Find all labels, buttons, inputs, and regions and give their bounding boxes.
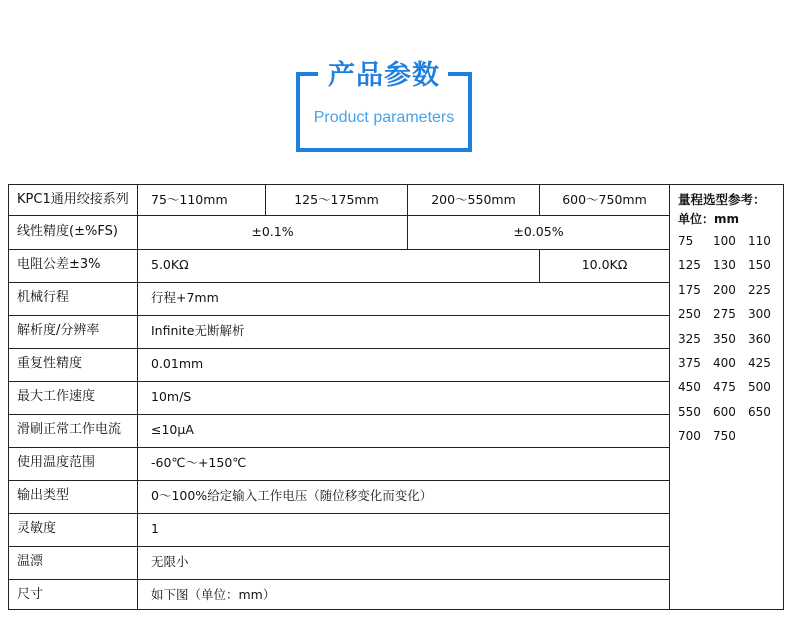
wiper-current-value: ≤10μA bbox=[151, 422, 194, 437]
resistance-value: 5.0KΩ bbox=[151, 257, 189, 272]
range-reference-list bbox=[678, 229, 784, 449]
row-label-temperature: 使用温度范围 bbox=[17, 455, 96, 470]
row-label-max-speed: 最大工作速度 bbox=[17, 389, 96, 404]
range-value: 75 bbox=[678, 234, 694, 248]
range-cell: 75～110mm bbox=[151, 192, 228, 207]
col-divider bbox=[137, 185, 138, 610]
range-value: 175 bbox=[678, 282, 701, 297]
row-label-resolution: 解析度/分辨率 bbox=[17, 323, 100, 338]
row-label-sensitivity: 灵敏度 bbox=[17, 521, 57, 536]
row-divider bbox=[9, 348, 669, 349]
range-value: 700 bbox=[678, 429, 701, 444]
row-divider bbox=[9, 546, 669, 547]
range-value: 600 bbox=[713, 404, 736, 419]
range-value: 100 bbox=[713, 234, 736, 248]
range-value: 150 bbox=[748, 258, 771, 273]
row-label-output: 输出类型 bbox=[17, 488, 70, 503]
row-label-resistance: 电阻公差±3% bbox=[17, 257, 101, 272]
row-divider bbox=[9, 513, 669, 514]
parameter-table bbox=[8, 184, 784, 610]
range-row bbox=[678, 351, 784, 375]
size-value: 如下图（单位：mm） bbox=[151, 587, 276, 602]
page-subtitle: Product parameters bbox=[313, 109, 455, 126]
range-reference-unit: 单位：mm bbox=[678, 212, 740, 226]
range-row bbox=[678, 327, 784, 351]
resistance-value: 10.0KΩ bbox=[581, 257, 628, 272]
range-value: 400 bbox=[713, 356, 736, 371]
row-label-series: KPC1通用绞接系列 bbox=[17, 192, 129, 207]
range-value: 200 bbox=[713, 282, 736, 297]
range-row bbox=[678, 229, 784, 253]
row-divider bbox=[9, 282, 669, 283]
range-value: 425 bbox=[748, 356, 771, 371]
range-value: 225 bbox=[748, 282, 771, 297]
range-row bbox=[678, 278, 784, 302]
linearity-value: ±0.1% bbox=[251, 224, 294, 239]
range-value: 360 bbox=[748, 331, 771, 346]
range-cell: 200～550mm bbox=[431, 192, 516, 207]
range-value: 275 bbox=[713, 307, 736, 322]
row-label-stroke: 机械行程 bbox=[17, 290, 70, 305]
range-cell: 600～750mm bbox=[562, 192, 647, 207]
range-row bbox=[678, 424, 784, 448]
row-label-drift: 温漂 bbox=[17, 554, 44, 569]
row-divider bbox=[9, 315, 669, 316]
range-value: 325 bbox=[678, 331, 701, 346]
range-reference bbox=[678, 191, 784, 449]
range-value: 450 bbox=[678, 380, 701, 395]
col-divider bbox=[669, 185, 670, 610]
row-label-repeatability: 重复性精度 bbox=[17, 356, 83, 371]
page-title: 产品参数 bbox=[328, 60, 440, 91]
row-divider bbox=[9, 215, 669, 216]
range-value: 500 bbox=[748, 380, 771, 395]
range-value: 250 bbox=[678, 307, 701, 322]
output-value: 0～100%给定输入工作电压（随位移变化而变化） bbox=[151, 488, 433, 503]
sensitivity-value: 1 bbox=[151, 521, 159, 536]
row-label-size: 尺寸 bbox=[17, 587, 44, 602]
repeatability-value: 0.01mm bbox=[151, 356, 204, 371]
range-value: 110 bbox=[748, 234, 771, 248]
range-row bbox=[678, 400, 784, 424]
range-cell: 125～175mm bbox=[294, 192, 379, 207]
max-speed-value: 10m/S bbox=[151, 389, 192, 404]
resolution-value: Infinite无断解析 bbox=[151, 323, 245, 338]
range-reference-title: 量程选型参考： bbox=[678, 192, 766, 207]
range-row bbox=[678, 253, 784, 277]
row-label-wiper-current: 滑刷正常工作电流 bbox=[17, 422, 122, 437]
range-value: 130 bbox=[713, 258, 736, 273]
range-value: 650 bbox=[748, 404, 771, 419]
range-row bbox=[678, 375, 784, 399]
range-row bbox=[678, 302, 784, 326]
linearity-value: ±0.05% bbox=[513, 224, 564, 239]
row-divider bbox=[9, 579, 669, 580]
range-value: 550 bbox=[678, 404, 701, 419]
range-value: 125 bbox=[678, 258, 701, 273]
range-value: 350 bbox=[713, 331, 736, 346]
drift-value: 无限小 bbox=[151, 554, 189, 569]
range-value: 300 bbox=[748, 307, 771, 322]
range-value: 750 bbox=[713, 429, 736, 444]
row-divider bbox=[9, 447, 669, 448]
range-value: 475 bbox=[713, 380, 736, 395]
row-divider bbox=[9, 381, 669, 382]
stroke-value: 行程+7mm bbox=[151, 290, 219, 305]
temperature-value: -60℃～+150℃ bbox=[151, 455, 247, 470]
row-label-linearity: 线性精度(±%FS) bbox=[17, 224, 118, 239]
range-value: 375 bbox=[678, 356, 701, 371]
range-value bbox=[748, 424, 783, 448]
